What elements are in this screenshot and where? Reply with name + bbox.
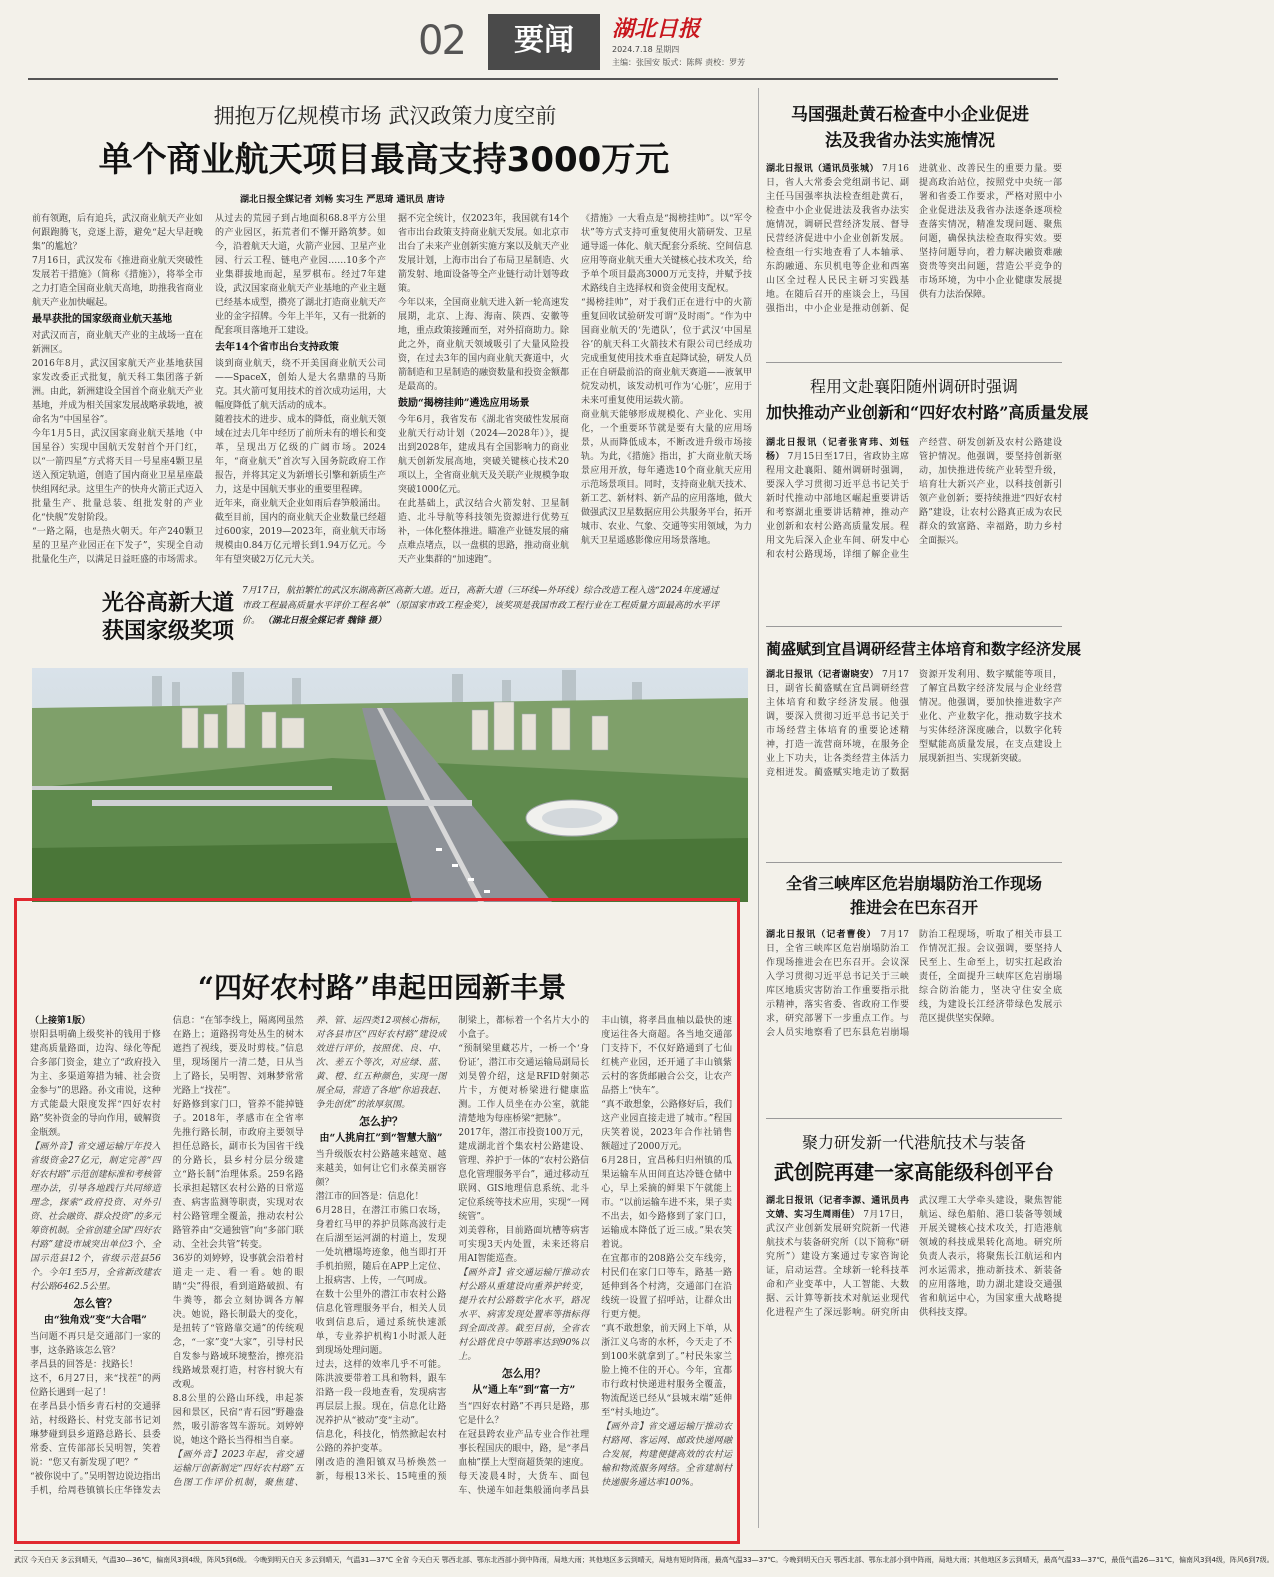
- rural-para-11: 潜江市的回答是：信息化！: [315, 1192, 424, 1202]
- masthead-rule: [28, 78, 1058, 80]
- rural-para-8: 36岁的刘婷婷，设事就会沿着村道走一走、看一看。她的眼睛“尖”得很，看到道路破损、有牛粪等，都会立刻协调各方解决。她说，路长制最大的变化，是扭转了“管路靠交通”的传统观念，“一家”变“大家”，引导村民自发参与路域环境整治，擦亮沿线路域景观打造，村容村貌大有改观。: [172, 1254, 304, 1390]
- sidebar-story3-body: [766, 668, 1062, 854]
- rural-para-26: “真不敢想象，前天网上下单，从浙江义乌寄的水杯，今天走了不到100米就拿到了。”村民朱家兰脸上掩不住的开心。今年，宜都市行政村快递进村服务全覆盖，物流配送已经从“县城末端”延伸至“村头地边”。: [601, 1324, 732, 1418]
- rural-para-9: 8.8公里的公路山环线，串起茶园和景区，民宿“青石园”野趣盎然，吸引游客驾车游玩。刘婷婷说，她这个路长当得相当自豪。: [172, 1394, 304, 1446]
- rural-para-13: 在数十公里外的潜江市农村公路信息化管理服务平台，相关人员收到信息后，通过系统快速派单，专业养护机构1小时派人赶到现场处理问题。: [315, 1290, 447, 1356]
- lead-para-15: 《措施》一大看点是“揭榜挂帅”。以“军令状”等方式支持可重复使用火箭研发、卫星通导遥一体化、航天配套分系统、空间信息应用等商业航天重大关键核心技术攻关，给予单个项目最高3000万元支持，并赋予技术路线自主选择权和资金使用支配权。: [581, 214, 753, 294]
- rural-para-24: 6月28日，宜昌秭归归州镇的瓜果运输车从田间直达冷链仓储中心，早上采摘的鲜果下午就能上市。“以前运输车进不来，果子卖不出去，如今路修到了家门口，运输成本降低了近三成。”果农笑着说。: [601, 1156, 732, 1250]
- lead-para-7: 从过去的荒园子到占地面积68.8平方公里的产业园区，拓荒者们不懈开路筑梦。如今，沿着航天大道，火箭产业园、卫星产业园、行云工程、链电产业园……10多个产业集群拔地而起，星罗棋布。经过7年建设，武汉国家商业航天产业基地的产业主题已经基本成型，攒亮了湖北打造商业航天产业的金字招牌。今年上半年，又有一批新的配套项目落地开工建设。: [215, 214, 387, 336]
- sidebar-story2-text: 7月15日至17日，省政协主席程用文赴襄阳、随州调研时强调，要深入学习贯彻习近平总书记关于新时代推动中部地区崛起重要讲话和考察湖北重要讲话精神，推动产业创新和农村公路高质量发展。程用文先后深入企业车间、研发中心和农村公路现场，详细了解企业生产经营、研发创新及农村公路建设管护情况。他强调，要坚持创新驱动，加快推进传统产业转型升级，培育壮大新兴产业，以科技创新引领产业创新；要持续推进“四好农村路”建设，让农村公路真正成为农民群众的致富路、幸福路，助力乡村全面振兴。: [766, 438, 1062, 560]
- paper-logo: 湖北日报: [612, 16, 701, 42]
- photo-credit: （湖北日报全媒记者 魏锋 摄）: [262, 616, 387, 626]
- rural-para-21: 在冠县跨农业产品专业合作社理事长程国庆的眼中，路，是“孝昌血柚”摆上大型商超货架的速度。: [458, 1430, 590, 1468]
- lead-para-2: 7月16日，武汉发布《推进商业航天突破性发展若干措施》（简称《措施》），将举全市之力打造全国商业航天高地，助推我省商业航天产业加快崛起。: [32, 256, 204, 308]
- photo-title-line2: 获国家级奖项: [102, 618, 235, 644]
- rural-note-1: 【画外音】省交通运输厅年投入省级资金27亿元，制定完善“四好农村路”示范创建标准和考核管理办法，引导各地践行共同缔造理念，探索“政府投资、对外引资、社会融资、群众投资”的多元筹资机制。全省创建全国“四好农村路”建设市域突出单位3个、全国示范县12个，省级示范县56个。今年1至5月，全省新改建农村公路6462.5公里。: [30, 1142, 161, 1292]
- sidebar-story1-byline: 湖北日报讯（通讯员张城）: [766, 164, 879, 174]
- lead-headline: 单个商业航天项目最高支持3000万元: [98, 140, 670, 180]
- lead-para-13: 今年6月，我省发布《湖北省突破性发展商业航天行动计划（2024—2028年）》，提出到2028年，建成具有全国影响力的商业航天创新发展高地，突破关键核心技术20项以上，全省商业航天及关联产业规模争取突破1000亿元。: [398, 415, 570, 495]
- sidebar-story2-kicker: 程用文赴襄阳随州调研时强调: [809, 377, 1018, 396]
- lead-para-14: 在此基础上，武汉结合火箭发射、卫星制造、北斗导航等科技领先资源进行优势互补，一体化整体推进。瞄准产业链发展的痛点难点堵点，以一盘棋的思路，推动商业航天产业集群的“加速跑”。: [398, 499, 570, 565]
- column-divider: [758, 88, 759, 1528]
- rural-para-1: 崇阳县明确上级奖补的钱用于修建高质量路面，边沟、绿化等配合多部门资金，建立了“政府投入为主、多渠道筹措为辅、社会资金参与”的思路。孙文甫说，这种方式能最大限度发挥“四好农村路”奖补资金的导向作用，破解资金瓶颈。: [30, 1030, 161, 1138]
- lead-para-10: 近年来，商业航天企业如雨后春笋般涌出。截至目前，国内的商业航天企业数量已经超过600家，2019—2023年，商业航天市场规模由0.84万亿元增长到1.94万亿元。今年有望突破2万亿元大关。: [215, 499, 387, 565]
- sidebar-story4-title: 全省三峡库区危岩崩塌防治工作现场推进会在巴东召开: [785, 874, 1042, 917]
- rural-subhead-1: 怎么管？: [73, 1297, 118, 1310]
- aerial-photo: [32, 668, 748, 902]
- rural-continued: （上接第1版）: [30, 1016, 91, 1026]
- photo-feature: [32, 576, 748, 902]
- sidebar-story1-title: 马国强赴黄石检查中小企业促进法及我省办法实施情况: [791, 105, 1029, 151]
- sidebar-story2-byline: 湖北日报讯（记者张宵玮、刘钰杨）: [766, 438, 909, 462]
- lead-para-11: 据不完全统计，仅2023年，我国就有14个省市出台政策支持商业航天发展。如北京市出台了未来产业创新实施方案以及航天产业发展计划，上海市出台了布局卫星制造、火箭发射、地面设备等全产业链行动计划等政策。: [398, 214, 570, 294]
- photo-feature-title-box: [32, 576, 748, 664]
- lead-para-5: 今年1月5日，武汉国家商业航天基地（中国星谷）实现中国航天发射首个开门红，以“一箭四星”方式将天目一号星座4颗卫星送入预定轨道，创造了国内商业卫星星座最快组网纪录。这里生产的快舟火箭正式迈入批量生产、批量总装、组批发射的产业化“快舰”发射阶段。: [32, 429, 204, 523]
- masthead: [0, 0, 1080, 80]
- lead-para-17: 商业航天能够形成规模化、产业化、实用化，一个重要环节就是要有大量的应用场景，从而降低成本，不断改进升级市场接轨。为此，《措施》指出，扩大商业航天场景应用开放，每年遴选10个商业航天应用示范场景项目。同时，支持商业航天技术、新工艺、新材料、新产品的应用落地，做大做强武汉卫星数据应用公共服务平台，拓开城市、农业、气象、交通等实用领域，为力航天卫星遥感影像应用场景落地。: [581, 410, 753, 546]
- rural-para-22: 每天凌晨4时，大货车、面包车、快递车如赶集般涌向孝昌县丰山镇，将孝昌血柚以最快的速度运往各大商超。各当地交通部门支持下，不仅好路通到了七仙红桃产业园，还开通了丰山镇紫云村的客货邮融合公交，让农产品搭上“快车”。: [458, 1016, 732, 1496]
- rural-para-20: 当“四好农村路”不再只是路，那它是什么？: [458, 1402, 590, 1426]
- date-line: 2024.7.18 星期四: [612, 45, 680, 54]
- weather-text: 武汉 今天白天 多云到晴天，气温30—36℃，偏南风3到4级，阵风5到6级。 今晚到明天白天 多云到晴天，气温31—37℃ 全省 今天白天 鄂西北部、鄂东北西部小到中阵雨，局地大雨；其他地区多云到晴天，局地有短时阵雨，最高气温33—37℃。今晚到明天白天 鄂西北部、鄂东北部小到中阵雨，局地大雨；其他地区多云到晴天，最高气温33—37℃，最低气温26—31℃，偏南风3到4级，阵风6到7级。: [14, 1556, 1274, 1564]
- rural-subhead-1b: 由“独角戏”变“大合唱”: [43, 1315, 147, 1326]
- sidebar-divider-2: [766, 626, 1062, 627]
- rural-para-16: 刚改造的渔阳镇双马桥焕然一新，每根13米长、15吨重的预制梁上，都标着一个名片大小的小盒子。: [315, 1016, 590, 1482]
- lead-para-1: 前有领跑，后有追兵，武汉商业航天产业如何跟跑腾飞，竞逐上游，避免“起大早赶晚集”的尴尬？: [32, 214, 204, 252]
- rural-para-12: 6月28日，在潜江市熊口农场，身着红马甲的养护员陈高波行走在后湖至运河湖的村道上，发现一处坑槽塌垮迹象，他当即打开手机拍照，随后在APP上定位、上报病害、上传，一气呵成。: [315, 1206, 447, 1286]
- rural-note-4: 【画外音】省交通运输厅推动农村路网、客运网、邮政快递网融合发展，构建便捷高效的农村运输和物流服务网络。全省建制村快递服务通达率100%。: [601, 1422, 732, 1488]
- rural-subhead-2b: 由“人挑肩扛”到“智慧大脑”: [319, 1133, 443, 1144]
- sidebar-story1-text: 7月16日，省人大常委会党组副书记、副主任马国强率执法检查组赴黄石，检查中小企业促进法及我省办法实施情况，调研民营经济发展、督导民营经济促进中小企业创新发展。检查组一行实地查看了人本轴承、东韵融通、东贝机电等企业和西塞山区全过程人民民主研习实践基地。在随后召开的座谈会上，马国强指出，中小企业是推动创新、促进就业、改善民生的重要力量。要提高政治站位，按照党中央统一部署和省委工作要求，严格对照中小企业促进法及我省办法逐条逐项检查落实情况，精准发现问题、聚焦问题，确保执法检查取得实效。要坚持问题导向，着力解决融资难融资贵等突出问题，营造公平竞争的市场环境，为中小企业健康发展提供有力法治保障。: [766, 164, 1062, 314]
- sidebar-story2-title: 加快推动产业创新和“四好农村路”高质量发展: [766, 403, 1089, 422]
- rural-para-3: 孝昌县的回答是：找路长！: [30, 1360, 139, 1370]
- section-title: 要闻: [488, 14, 600, 70]
- sidebar-story5-title: 武创院再建一家高能级科创平台: [774, 1160, 1054, 1184]
- rural-para-14: 过去，这样的效率几乎不可能。陈洪波要带着工具和物料，跟车沿路一段一段地查看，发现病害再层层上报。现在，信息化让路况养护从“被动”变“主动”。: [315, 1360, 447, 1426]
- sidebar-divider-4: [766, 1118, 1062, 1119]
- sidebar-divider-1: [766, 362, 1062, 363]
- rural-para-23: “真不敢想象，公路修好后，我们这产业园直接走进了城市。”程国庆笑着说，2023年合作社销售额超过了2000万元。: [601, 1100, 732, 1152]
- photo-title-line1: 光谷高新大道: [102, 590, 235, 616]
- lead-subhead-3: 鼓励“揭榜挂帅”遴选应用场景: [398, 398, 530, 409]
- lead-para-8: 谈到商业航天，绕不开美国商业航天公司——SpaceX，创始人是大名鼎鼎的马斯克。其火箭可复用技术的首次成功运用，大幅度降低了航天活动的成本。: [215, 359, 387, 411]
- rural-para-19: 刘美蓉称，目前路面坑槽等病害可实现3天内处置，未来还将启用AI智能巡查。: [458, 1226, 590, 1264]
- rural-subhead-3b: 从“通上车”到“富一方”: [472, 1385, 576, 1396]
- rural-para-10: 当升级版农村公路越来越宽、越来越美，如何让它们永葆美丽容颜？: [315, 1150, 447, 1188]
- sidebar-story3-byline: 湖北日报讯（记者谢晓安）: [766, 670, 879, 680]
- rural-para-4: 这不，6月27日，来“找茬”的两位路长遇到一起了！: [30, 1374, 161, 1398]
- photo-caption-text: 7月17日，航拍繁忙的武汉东湖高新区高新大道。近日，高新大道（三环线—外环线）综合改造工程入选“2024年度通过市政工程最高质量水平评价工程名单”（原国家市政工程金奖），该奖项是我国市政工程行业在工程质量方面最高的水平评价。: [242, 586, 720, 626]
- lead-para-9: 随着技术的进步、成本的降低，商业航天领域在过去几年中经历了前所未有的增长和变革，呈现出万亿级的广阔市场。2024年，“商业航天”首次写入国务院政府工作报告，并将其定义为新增长引擎和新质生产力，这是中国航天事业的重要里程碑。: [215, 415, 387, 495]
- sidebar-story3-text: 7月17日，副省长蔺盛赋在宜昌调研经营主体培育和数字经济发展。他强调，要深入贯彻习近平总书记关于市场经营主体培育的重要论述精神，打造一流营商环境，在服务企业上下功夫，让各类经营主体活力竞相迸发。蔺盛赋实地走访了数据资源开发利用、数字赋能等项目，了解宜昌数字经济发展与企业经营情况。他强调，要加快推进数字产业化、产业数字化，推动数字技术与实体经济深度融合，以数字化转型赋能高质量发展，在支点建设上展现新担当、实现新突破。: [766, 670, 1062, 778]
- sidebar-story5-byline: 湖北日报讯（记者李源、通讯员冉文婧、实习生周雨佳）: [766, 1196, 909, 1220]
- rural-road-headline: “四好农村路”串起田园新丰景: [197, 971, 567, 1004]
- sidebar-story4-byline: 湖北日报讯（记者曹俊）: [766, 930, 877, 940]
- lead-para-4: 2016年8月，武汉国家航天产业基地获国家发改委正式批复，航天科工集团落子新洲。由此，新洲建设全国首个商业航天产业基地，并成为相关国家发展战略承载地，被命名为“中国星谷”。: [32, 359, 204, 425]
- rural-subhead-3: 怎么用？: [501, 1367, 546, 1380]
- lead-para-3: 对武汉而言，商业航天产业的主战场一直在新洲区。: [32, 331, 204, 355]
- rural-subhead-2: 怎么护？: [358, 1115, 403, 1128]
- lead-subhead-1: 最早获批的国家级商业航天基地: [32, 314, 172, 325]
- page-number: 02: [418, 18, 465, 64]
- sidebar-story2-body: [766, 436, 1062, 618]
- sidebar-story5-body: [766, 1194, 1062, 1522]
- rural-para-17: “预制梁里藏芯片，一桥一个‘身份证’，潜江市交通运输局副局长刘昊曾介绍，这是RFID射频芯片卡，方便对桥梁进行健康监测。工作人员坐在办公室，就能清楚地为每座桥梁“把脉”。: [458, 1044, 590, 1124]
- rural-para-7: 好路修到家门口，管养不能掉链子。2018年，孝感市在全省率先推行路长制，市政府主要领导担任总路长，副市长为国省干线的分路长，县乡村分层分级建立“路长制”治理体系。259名路长承担起辖区农村公路的日常巡查、病害监测等职责，实现对农村公路管理全覆盖，推动农村公路管养由“交通独管”向“多部门联动、全社会共管”转变。: [172, 1100, 304, 1250]
- sidebar-story5-kicker: 聚力研发新一代港航技术与装备: [801, 1133, 1026, 1152]
- sidebar-story1-body: [766, 162, 1062, 354]
- rural-road-body: [30, 1014, 732, 1530]
- rural-note-3: 【画外音】省交通运输厅推动农村公路从重建设向重养护转变，提升农村公路数字化水平，路况水平、病害发现处置率等指标得到全面改善。截至目前，全省农村公路优良中等路率达到90%以上。: [458, 1268, 590, 1362]
- sidebar-story3-title: 蔺盛赋到宜昌调研经营主体培育和数字经济发展: [766, 640, 1082, 658]
- rural-para-18: 2017年，潜江市投资100万元，建成湖北首个集农村公路建设、管理、养护于一体的“农村公路信息化管理服务平台”，通过移动互联网、GIS地理信息系统、北斗定位系统等技术应用，实现“一网统管”。: [458, 1128, 590, 1222]
- lead-subhead-2: 去年14个省市出台支持政策: [215, 342, 339, 353]
- lead-body: [32, 212, 752, 567]
- lead-kicker: 拥抱万亿规模市场 武汉政策力度空前: [213, 104, 557, 128]
- rural-para-15: 信息化，科技化，悄然掀起农村公路的养护变革。: [315, 1430, 447, 1454]
- sidebar-story4-text: 7月17日，全省三峡库区危岩崩塌防治工作现场推进会在巴东召开。会议深入学习贯彻习近平总书记关于三峡库区地质灾害防治工作重要指示批示精神，落实省委、省政府工作要求，研究部署下一步重点工作。与会人员实地察看了巴东县危岩崩塌防治工程现场，听取了相关市县工作情况汇报。会议强调，要坚持人民至上、生命至上，切实扛起政治责任，全面提升三峡库区危岩崩塌综合防治能力，坚决守住安全底线，为建设长江经济带绿色发展示范区提供坚实保障。: [766, 930, 1062, 1038]
- lead-para-6: “一路之隔，也是热火朝天。年产240颗卫星的卫星产业园正在下发子”，实现全自动批量化生产，以满足日益旺盛的市场需求。: [32, 527, 204, 565]
- lead-para-12: 今年以来，全国商业航天进入新一轮高速发展期，北京、上海、海南、陕西、安徽等地，重点政策接踵而至，对外招商助力。除此之外，商业航天领域吸引了大量风险投资，在过去3年的国内商业航天赛道中，火箭制造和卫星制造的融资数量和投资金额都是最高的。: [398, 298, 570, 392]
- sidebar-story4-body: [766, 928, 1062, 1108]
- rural-note-2: 【画外音】2023年起，省交通运输厅创新制定“四好农村路”五色图工作评价机制，聚焦建、养、管、运四类12项核心指标，对各县市区“四好农村路”建设成效进行评价，按照优、良、中、次、差五个等次，对应绿、蓝、黄、橙、红五种颜色，实现一图展全局，营造了各地“你追我赶、争先创优”的浓厚氛围。: [172, 1016, 447, 1488]
- lead-para-16: “揭榜挂帅”，对于我们正在进行中的火箭重复回收试验研发可谓“及时雨”。“作为中国商业航天的‘先遣队’，位于武汉‘中国星谷’的航天科工火箭技术有限公司已经成功完成重复使用技术垂直起降试验，研发人员正在自研最前沿的商业航天赛道——液氧甲烷发动机，该发动机可作为‘心脏’，应用于未来可重复使用运载火箭。: [581, 298, 753, 406]
- lead-byline: 湖北日报全媒记者 刘畅 实习生 严思琦 通讯员 唐诗: [240, 195, 445, 205]
- sidebar-story5-text: 7月17日，武汉产业创新发展研究院新一代港航技术与装备研究所（以下简称“研究所”）建设方案通过专家咨询论证，启动运营。全球新一轮科技革命和产业变革中，人工智能、大数据、云计算等新技术对航运业现代化进程产生了深远影响。研究所由武汉理工大学牵头建设，聚焦智能航运、绿色船舶、港口装备等领域开展关键核心技术攻关，打造港航领域的科技成果转化高地。研究所负责人表示，将聚焦长江航运和内河水运需求，推动新技术、新装备的应用落地，助力湖北建设交通强省和航运中心，为国家重大战略提供科技支撑。: [766, 1196, 1062, 1318]
- weather-bar: [14, 1550, 1274, 1568]
- rural-para-2: 当问题不再只是交通部门一家的事，这条路该怎么管？: [30, 1332, 161, 1356]
- editors-line: 主编：张国安 版式：陈辉 责校：罗芳: [612, 58, 746, 67]
- rural-para-25: 在宜都市的208路公交车线旁，村民们在家门口等车，路基一路延伸到各个村湾，交通部门在沿线统一设置了招呼站，让群众出行更方便。: [601, 1254, 732, 1320]
- sidebar-divider-3: [766, 862, 1062, 863]
- rural-para-5: 在孝昌县小悟乡青石村的交通驿站，村级路长、村党支部书记刘琳梦碰到县乡道路总路长、县委常委、宣传部部长吴明智，笑着说：“您又有新发现了吧？”: [30, 1402, 161, 1468]
- rural-para-6: “被你说中了。”吴明智边说边指出手机，给周巷镇镇长庄华锋发去信息：“在邹李线上，隔离网虽然在路上；道路拐弯处丛生的树木遮挡了视线，要及时剪枝。”信息里，现场图片一清二楚，日从当上了路长，吴明智、刘琳梦常常光路上“找茬”。: [30, 1016, 304, 1496]
- photo-caption: [242, 584, 720, 629]
